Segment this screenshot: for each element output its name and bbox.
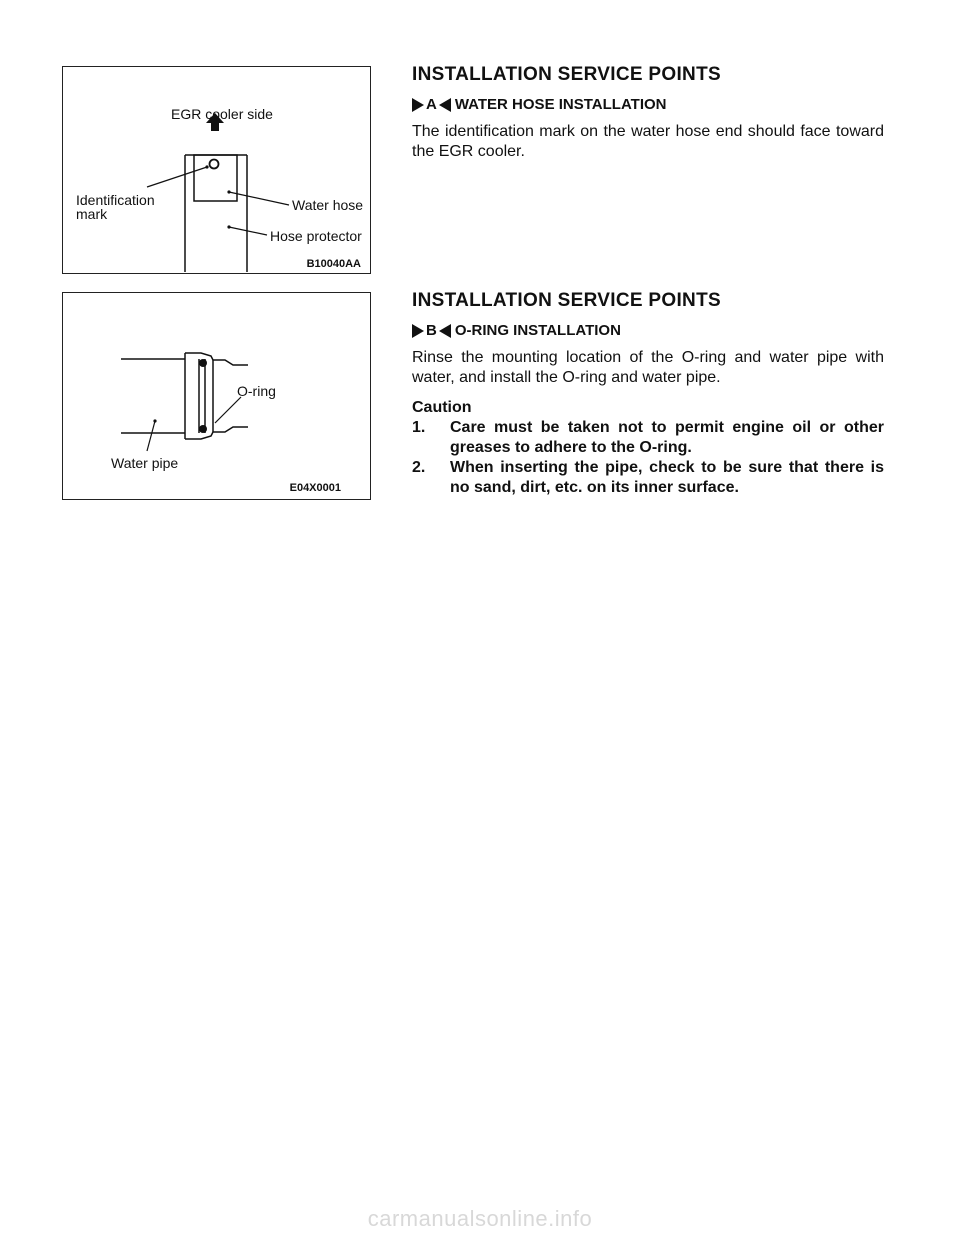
label-water-pipe: Water pipe (111, 455, 179, 471)
caution-number: 1. (412, 419, 426, 436)
caution-text: When inserting the pipe, check to be sure that there is no sand, dirt, etc. on its inner surface. (450, 459, 884, 496)
caution-number: 2. (412, 459, 426, 476)
fitting-top-outline (185, 353, 248, 365)
subsection-marker: A (426, 96, 437, 113)
triangle-right-icon (412, 324, 424, 338)
label-water-hose: Water hose (292, 197, 364, 213)
subsection-title-text: WATER HOSE INSTALLATION (454, 96, 667, 113)
paragraph-identification-mark: The identification mark on the water hose end should face toward the EGR cooler. (412, 123, 884, 160)
water-hose-diagram (63, 67, 369, 272)
leader-water-hose (229, 192, 289, 205)
figure-o-ring (62, 292, 371, 500)
leader-dot-identification (205, 165, 208, 168)
caution-text: Care must be taken not to permit engine oil or other greases to adhere to the O-ring. (450, 419, 884, 456)
leader-water-pipe (147, 421, 155, 451)
section-heading: INSTALLATION SERVICE POINTS (412, 290, 721, 311)
o-ring-top (199, 359, 207, 367)
caution-item (412, 458, 884, 498)
fitting-bottom-outline (185, 427, 248, 439)
label-o-ring: O-ring (237, 383, 276, 399)
caution-title: Caution (412, 399, 472, 416)
triangle-left-icon (439, 324, 451, 338)
triangle-right-icon (412, 98, 424, 112)
identification-mark-circle (210, 160, 219, 169)
leader-identification-mark (147, 167, 207, 187)
subsection-title-text: O-RING INSTALLATION (454, 322, 621, 339)
o-ring-bottom (199, 425, 207, 433)
leader-o-ring (215, 397, 241, 423)
caution-item (412, 418, 884, 458)
o-ring-diagram (63, 293, 369, 498)
subsection-title (412, 96, 884, 113)
section-o-ring-installation (412, 290, 884, 498)
leader-hose-protector (229, 227, 267, 235)
section-heading: INSTALLATION SERVICE POINTS (412, 64, 721, 85)
caution-list (412, 418, 884, 498)
figure-water-hose (62, 66, 371, 274)
paragraph-rinse-instructions: Rinse the mounting location of the O-ring and water pipe with water, and install the O-ring and water pipe. (412, 349, 884, 386)
figure-code-e04x0001: E04X0001 (289, 482, 341, 494)
label-identification: Identification (76, 192, 155, 208)
triangle-left-icon (439, 98, 451, 112)
section-water-hose-installation (412, 64, 884, 172)
water-hose-end (194, 155, 237, 201)
label-mark: mark (76, 206, 108, 222)
subsection-title (412, 322, 884, 339)
watermark: carmanualsonline.info (367, 1206, 593, 1231)
leader-dot-water-pipe (153, 419, 156, 422)
subsection-marker: B (426, 322, 437, 339)
label-egr-cooler-side: EGR cooler side (171, 106, 273, 122)
leader-dot-water-hose (227, 190, 230, 193)
leader-dot-hose-protector (227, 225, 230, 228)
label-hose-protector: Hose protector (270, 228, 362, 244)
figure-code-b10040aa: B10040AA (306, 258, 361, 270)
